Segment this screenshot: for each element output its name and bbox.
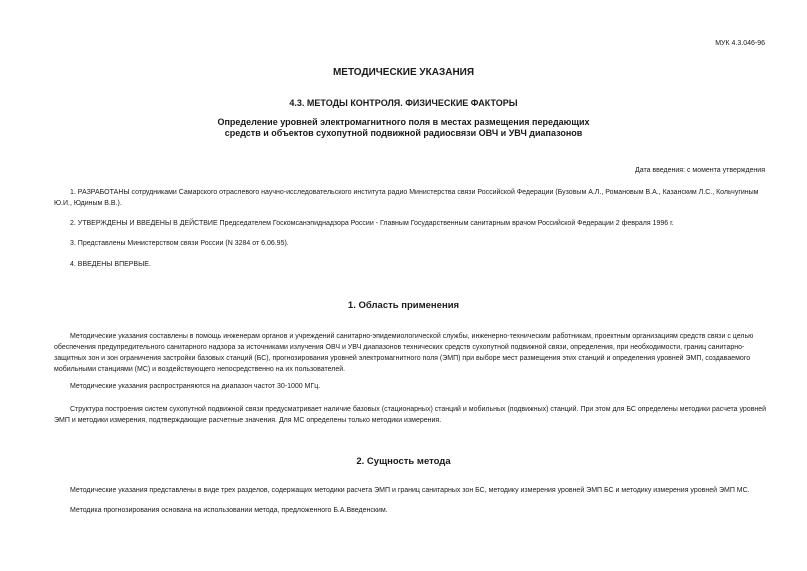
item-2-text: 2. УТВЕРЖДЕНЫ И ВВЕДЕНЫ В ДЕЙСТВИЕ Председателем Госкомсанэпиднадзора России - Главным Государственным санитарным врачом Российской Федерации 2 февраля 1996 г. bbox=[70, 220, 674, 227]
s1p1-line-4: мобильными станциями (МС) и воздействующего непосредственно на их пользователей. bbox=[54, 366, 346, 373]
section-1-paragraph-1 bbox=[54, 331, 770, 375]
s1p2-text: Методические указания распространяются на диапазон частот 30-1000 МГц. bbox=[70, 383, 321, 390]
section-1-paragraph-2 bbox=[54, 381, 770, 392]
s2p1-text: Методические указания представлены в виде трех разделов, содержащих методики расчета ЭМП и границ санитарных зон БС, методику измерения уровней ЭМП БС и методику измерения уровней ЭМП МС. bbox=[70, 487, 750, 494]
s2p2-text: Методика прогнозирования основана на использовании метода, предложенного Б.А.Введенским. bbox=[70, 507, 388, 514]
section-1-title: 1. Область применения bbox=[347, 300, 460, 311]
item-1-line-1: 1. РАЗРАБОТАНЫ сотрудниками Самарского отраслевого научно-исследовательского института радио Министерства связи Российской Федерации (Бузовым А.Л., Романовым В.А., Казанским Л.С., Кольчугиным bbox=[70, 189, 759, 196]
document-subtitle bbox=[0, 117, 807, 139]
section-heading: 4.3. МЕТОДЫ КОНТРОЛЯ. ФИЗИЧЕСКИЕ ФАКТОРЫ bbox=[289, 98, 518, 108]
section-2-paragraph-2 bbox=[54, 505, 770, 516]
item-1 bbox=[54, 187, 770, 209]
s1p1-line-1: Методические указания составлены в помощь инженерам органов и учреждений санитарно-эпидемиологической службы, инженерно-техническим работникам, проектным организациям средств связи с целью bbox=[70, 333, 754, 340]
s1p1-line-2: обеспечения предупредительного санитарного надзора за источниками излучения ОВЧ и УВЧ диапазонов технических средств сухопутной подвижной связи, определения, при необходимости, границ санитарно- bbox=[54, 344, 745, 351]
s1p3-line-2: ЭМП и методики измерения, подтверждающие расчетные значения. Для МС определены только методики измерения. bbox=[54, 417, 442, 424]
subtitle-line-1: Определение уровней электромагнитного поля в местах размещения передающих bbox=[217, 117, 590, 127]
s1p3-line-1: Структура построения систем сухопутной подвижной связи предусматривает наличие базовых (стационарных) станций и мобильных (подвижных) станций. При этом для БС определены методики расчета уровней bbox=[70, 406, 767, 413]
document-code: МУК 4.3.046-96 bbox=[715, 40, 765, 47]
document-title: МЕТОДИЧЕСКИЕ УКАЗАНИЯ bbox=[332, 67, 475, 78]
section-1-paragraph-3 bbox=[54, 404, 770, 426]
item-3-text: 3. Представлены Министерством связи России (N 3284 от 6.06.95). bbox=[70, 240, 289, 247]
item-4 bbox=[54, 259, 770, 270]
item-3 bbox=[54, 238, 770, 249]
item-1-line-2: Ю.И., Юдиным В.В.). bbox=[54, 200, 122, 207]
section-2-paragraph-1 bbox=[54, 485, 770, 496]
section-2-title: 2. Сущность метода bbox=[356, 456, 451, 467]
effective-date: Дата введения: с момента утверждения bbox=[634, 167, 765, 174]
item-4-text: 4. ВВЕДЕНЫ ВПЕРВЫЕ. bbox=[70, 261, 151, 268]
item-2 bbox=[54, 218, 770, 229]
subtitle-line-2: средств и объектов сухопутной подвижной радиосвязи ОВЧ и УВЧ диапазонов bbox=[224, 128, 583, 138]
s1p1-line-3: защитных зон и зон ограничения застройки базовых станций (БС), прогнозирования уровней электромагнитного поля (ЭМП) при выборе мест размещения этих станций и определения уровней ЭМП, создаваемого bbox=[54, 355, 751, 362]
